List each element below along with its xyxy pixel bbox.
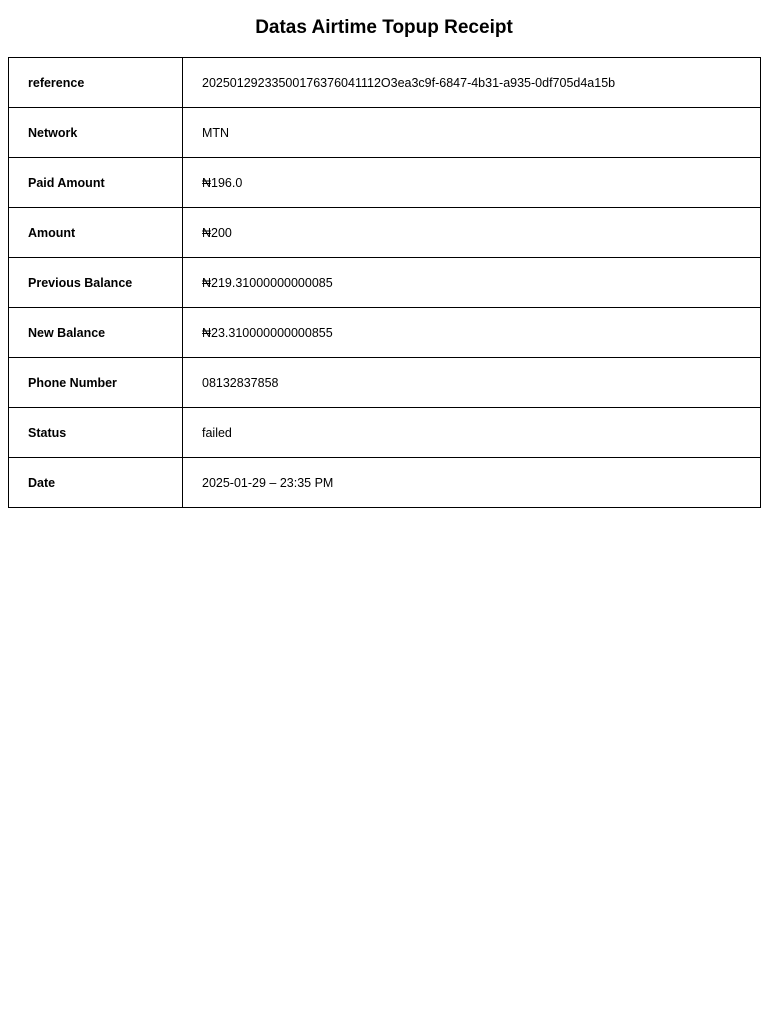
row-label: Previous Balance bbox=[9, 258, 183, 308]
receipt-row-status bbox=[9, 408, 761, 458]
receipt-row-paid-amount bbox=[9, 158, 761, 208]
receipt-row-date bbox=[9, 458, 761, 508]
receipt-row-new-balance bbox=[9, 308, 761, 358]
receipt-table bbox=[8, 57, 761, 508]
row-label: Paid Amount bbox=[9, 158, 183, 208]
receipt-row-network bbox=[9, 108, 761, 158]
row-value: ₦23.310000000000855 bbox=[183, 308, 761, 358]
receipt-title: Datas Airtime Topup Receipt bbox=[255, 17, 513, 38]
row-label: reference bbox=[9, 58, 183, 108]
receipt-row-reference bbox=[9, 58, 761, 108]
row-label: Network bbox=[9, 108, 183, 158]
row-value: ₦196.0 bbox=[183, 158, 761, 208]
receipt-row-amount bbox=[9, 208, 761, 258]
row-label: Amount bbox=[9, 208, 183, 258]
row-value: 20250129233500176376041112O3ea3c9f-6847-4b31-a935-0df705d4a15b bbox=[183, 58, 761, 108]
row-value: MTN bbox=[183, 108, 761, 158]
row-value: ₦219.31000000000085 bbox=[183, 258, 761, 308]
row-label: Phone Number bbox=[9, 358, 183, 408]
row-value: 08132837858 bbox=[183, 358, 761, 408]
receipt-row-previous-balance bbox=[9, 258, 761, 308]
receipt-row-phone-number bbox=[9, 358, 761, 408]
row-value: 2025-01-29 – 23:35 PM bbox=[183, 458, 761, 508]
row-value: failed bbox=[183, 408, 761, 458]
row-label: Date bbox=[9, 458, 183, 508]
row-label: Status bbox=[9, 408, 183, 458]
row-label: New Balance bbox=[9, 308, 183, 358]
row-value: ₦200 bbox=[183, 208, 761, 258]
